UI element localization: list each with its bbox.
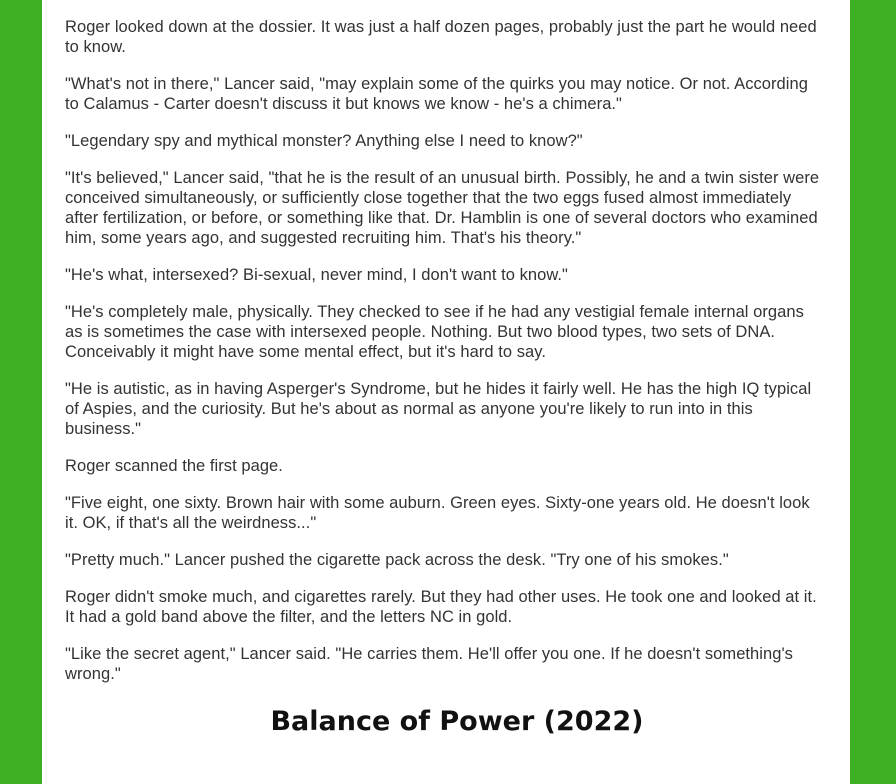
paragraph-2: "What's not in there," Lancer said, "may explain some of the quirks you may notice. Or not. According to Calamus - Carter doesn't discuss it but knows we know - he's a chimera.": [65, 75, 808, 113]
paragraph-4: "It's believed," Lancer said, "that he is the result of an unusual birth. Possibly, he and a twin sister were conceived simultaneously, or sufficiently close together that the two eggs fused almost immediately after fertilization, or before, or something like that. Dr. Hamblin is one of several doctors who examined him, some years ago, and suggested recruiting him. That's his theory.": [65, 169, 820, 247]
paragraph-10: "Pretty much." Lancer pushed the cigarette pack across the desk. "Try one of his smokes.": [65, 551, 729, 569]
paragraph-12: "Like the secret agent," Lancer said. "He carries them. He'll offer you one. If he doesn't something's wrong.": [65, 645, 793, 683]
paragraph-5: "He's what, intersexed? Bi-sexual, never mind, I don't want to know.": [65, 266, 568, 284]
paragraph-7: "He is autistic, as in having Asperger's Syndrome, but he hides it fairly well. He has the high IQ typical of Aspies, and the curiosity. But he's about as normal as anyone you're likely to run into in this business.": [65, 380, 812, 438]
page-panel: [42, 0, 850, 784]
book-title-heading: Balance of Power (2022): [270, 706, 644, 737]
paragraph-1: Roger looked down at the dossier. It was just a half dozen pages, probably just the part he would need to know.: [65, 18, 817, 56]
paragraph-9: "Five eight, one sixty. Brown hair with some auburn. Green eyes. Sixty-one years old. He doesn't look it. OK, if that's all the weirdness...": [65, 494, 810, 532]
paragraph-6: "He's completely male, physically. They checked to see if he had any vestigial female internal organs as is sometimes the case with intersexed people. Nothing. But two blood types, two sets of DNA. Conceivably it might have some mental effect, but it's hard to say.: [65, 303, 804, 361]
story-text: [65, 17, 825, 701]
paragraph-8: Roger scanned the first page.: [65, 457, 283, 475]
paragraph-3: "Legendary spy and mythical monster? Anything else I need to know?": [65, 132, 583, 150]
paragraph-11: Roger didn't smoke much, and cigarettes rarely. But they had other uses. He took one and looked at it. It had a gold band above the filter, and the letters NC in gold.: [65, 588, 817, 626]
